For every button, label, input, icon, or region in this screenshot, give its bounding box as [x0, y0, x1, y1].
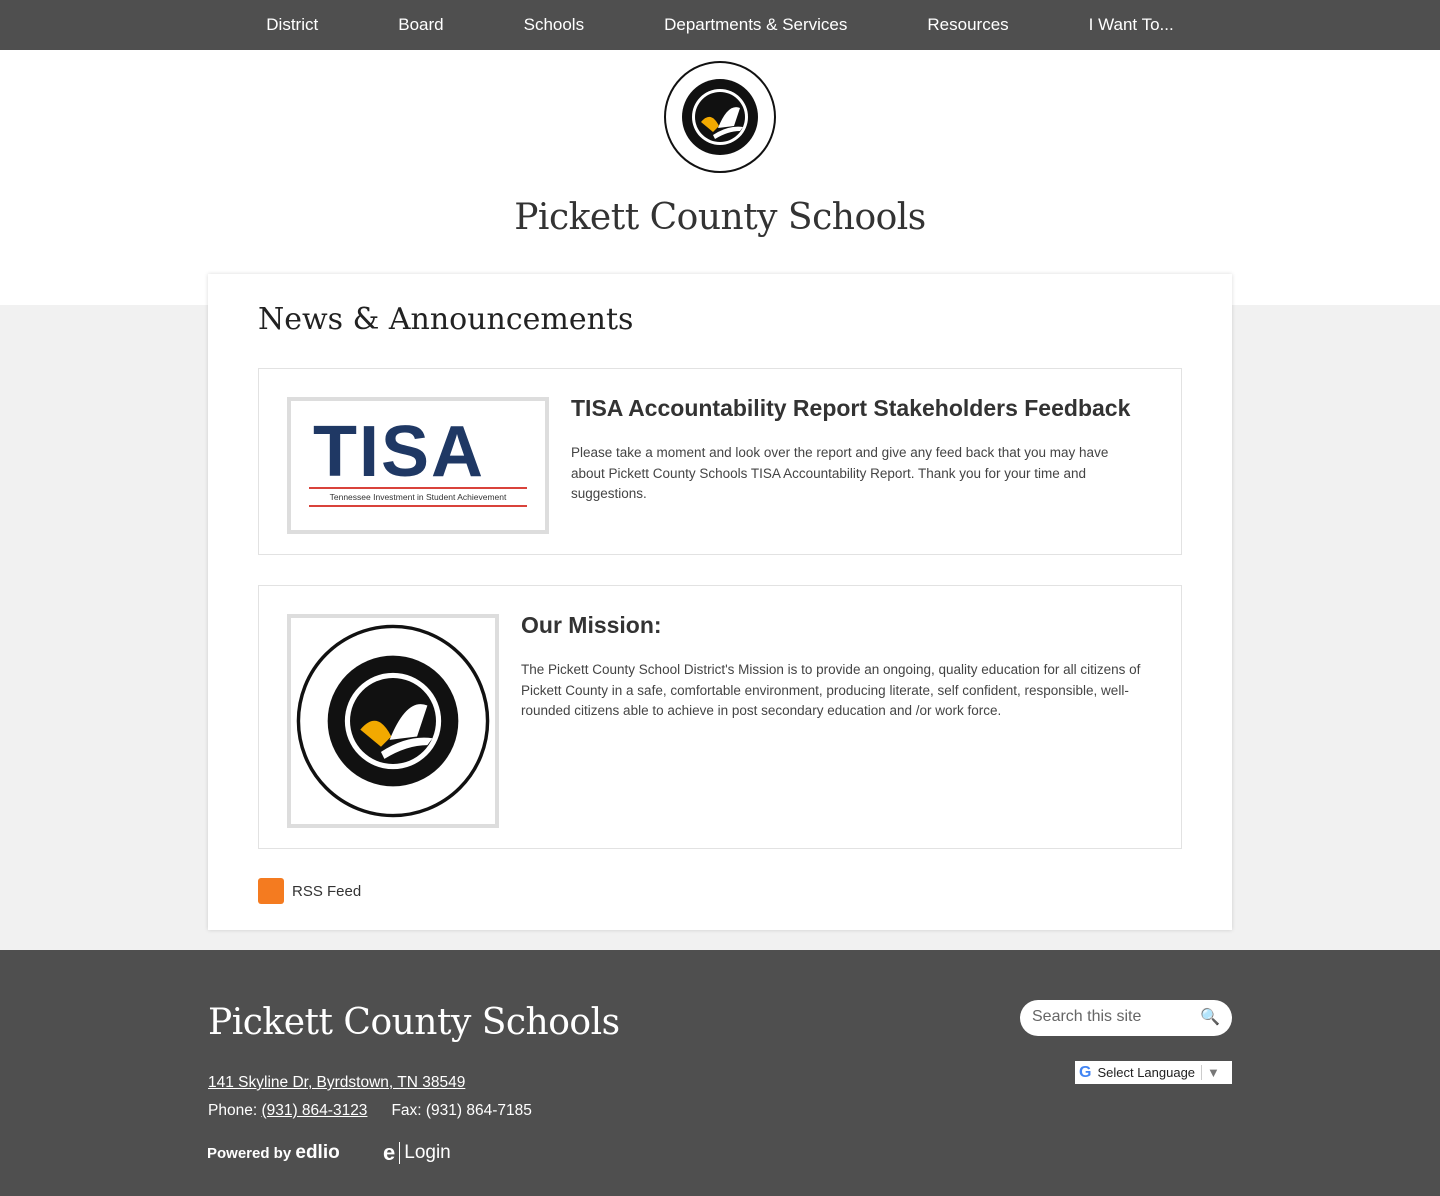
school-logo[interactable] — [663, 60, 777, 174]
fax: Fax: (931) 864-7185 — [391, 1102, 532, 1119]
tisa-image[interactable]: TISA Tennessee Investment in Student Achievement — [287, 397, 549, 534]
footer-title: Pickett County Schools — [208, 1002, 620, 1043]
footer — [0, 950, 1440, 1196]
news-title[interactable]: TISA Accountability Report Stakeholders Feedback — [571, 395, 1131, 421]
search-icon[interactable]: 🔍 — [1200, 1009, 1220, 1026]
news-card — [208, 274, 1232, 930]
nav-i-want-to[interactable]: I Want To... — [1088, 15, 1174, 34]
rss-feed-link[interactable]: RSS Feed — [258, 878, 361, 904]
address-link[interactable]: 141 Skyline Dr, Byrdstown, TN 38549 — [208, 1074, 466, 1091]
news-title[interactable]: Our Mission: — [521, 612, 662, 638]
news-item[interactable] — [258, 368, 1182, 555]
news-body: Please take a moment and look over the report and give any feed back that you may have about Pickett County Schools TISA Accountability Report. Thank you for your time and suggestions. — [571, 445, 1109, 501]
phone-link[interactable]: (931) 864-3123 — [261, 1102, 368, 1119]
language-select[interactable]: G Select Language ▼ — [1075, 1061, 1232, 1084]
mission-logo-image[interactable] — [287, 614, 499, 828]
news-body: The Pickett County School District's Mission is to provide an ongoing, quality education for all citizens of Pickett County in a safe, comfortable environment, producing literate, self confident, responsible, well-rounded citizens able to achieve in post secondary education and /or work force. — [521, 662, 1141, 718]
nav-district[interactable]: District — [266, 15, 319, 34]
nav-resources[interactable]: Resources — [927, 15, 1009, 34]
contact-info: Phone: (931) 864-3123 Fax: (931) 864-7185 — [208, 1102, 532, 1119]
rss-icon — [258, 878, 284, 904]
nav-board[interactable]: Board — [398, 15, 444, 34]
nav-schools[interactable]: Schools — [523, 15, 585, 34]
chevron-down-icon: ▼ — [1201, 1065, 1220, 1080]
login-link[interactable]: e Login — [383, 1140, 451, 1165]
nav-departments[interactable]: Departments & Services — [664, 15, 848, 34]
school-logo-icon — [295, 623, 491, 819]
search-input[interactable]: Search this site 🔍 — [1020, 1000, 1232, 1036]
google-icon: G — [1079, 1063, 1092, 1081]
powered-by-edlio[interactable]: Powered by edlio — [207, 1142, 340, 1163]
site-title: Pickett County Schools — [514, 197, 926, 238]
site-header — [0, 50, 1440, 305]
edlio-icon: e — [383, 1140, 396, 1165]
top-nav — [0, 0, 1440, 50]
section-heading: News & Announcements — [258, 302, 634, 337]
news-item[interactable] — [258, 585, 1182, 849]
